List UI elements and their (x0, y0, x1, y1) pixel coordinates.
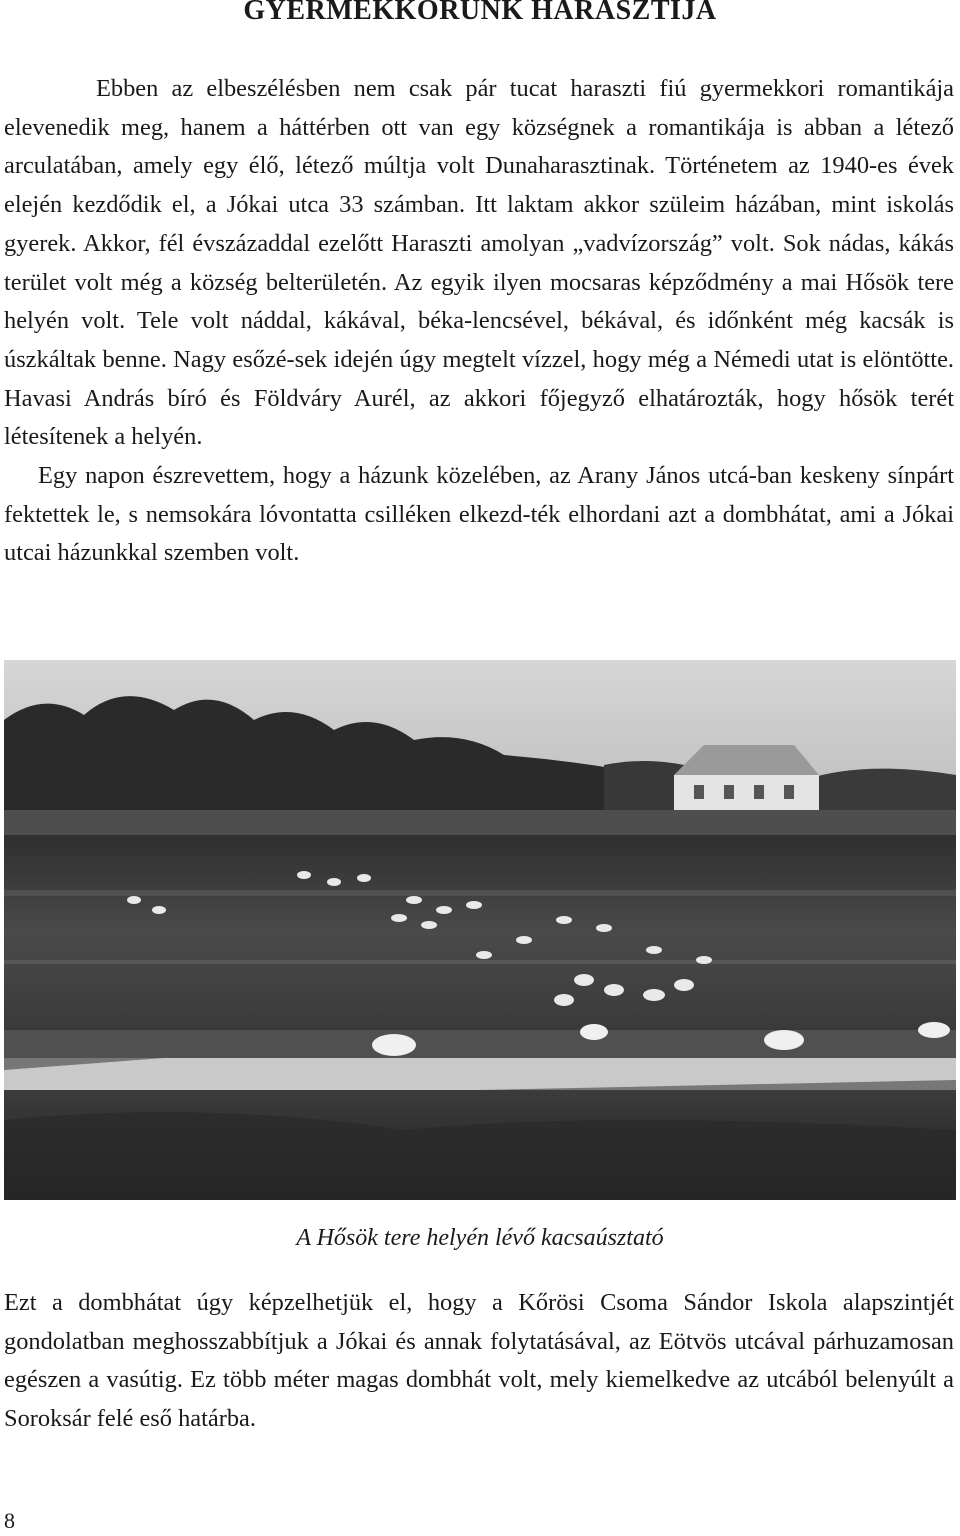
page-number: 8 (4, 1508, 15, 1533)
photo-caption: A Hősök tere helyén lévő kacsaúsztató (296, 1225, 664, 1251)
paragraph: Egy napon észrevettem, hogy a házunk közelében, az Arany János utcá-ban keskeny sínpárt fektettek le, s nemsokára lóvontatta csilléken elkezd-ték elhordani azt a dombhátat, ami a Jókai utcai házunkkal szemben volt. (4, 462, 954, 567)
paragraph: Ebben az elbeszélésben nem csak pár tucat haraszti fiú gyermekkori romantikája elevenedik meg, hanem a háttérben ott van egy községnek a romantikája is abban a létező arculatában, amely egy élő, létező múltja volt Dunaharasztinak. Történetem az 1940-es évek elején kezdődik el, a Jókai utca 33 számban. Itt laktam akkor szüleim házában, mint iskolás gyerek. Akkor, fél évszázaddal ezelőtt Haraszti amolyan „vadvízország” volt. Sok nádas, kákás terület volt még a község belterületén. Az egyik ilyen mocsaras képződmény a mai Hősök tere helyén volt. Tele volt náddal, kákával, béka-lencsével, békával, és időnként még kacsák is úszkáltak benne. Nagy esőzé-sek idején úgy megtelt vízzel, hogy még a Némedi utat is elöntötte. Havasi András bíró és Földváry Aurél, az akkori főjegyző elhatározták, hogy hősök terét létesítenek a helyén. (4, 75, 954, 451)
text-block-top (4, 70, 954, 573)
paragraph: Ezt a dombhátat úgy képzelhetjük el, hogy a Kőrösi Csoma Sándor Iskola alapszintjét gondolatban meghosszabbítjuk a Jókai és annak folytatásával, az Eötvös utcával párhuzamosan egészen a vasútig. Ez több méter magas dombhát volt, mely kiemelkedve az utcából belenyúlt a Soroksár felé eső határba. (4, 1289, 954, 1433)
chapter-title: GYERMEKKORUNK HARASZTIJA (243, 0, 717, 26)
historical-photo-pond-with-ducks (4, 660, 956, 1200)
text-block-bottom (4, 1284, 954, 1439)
